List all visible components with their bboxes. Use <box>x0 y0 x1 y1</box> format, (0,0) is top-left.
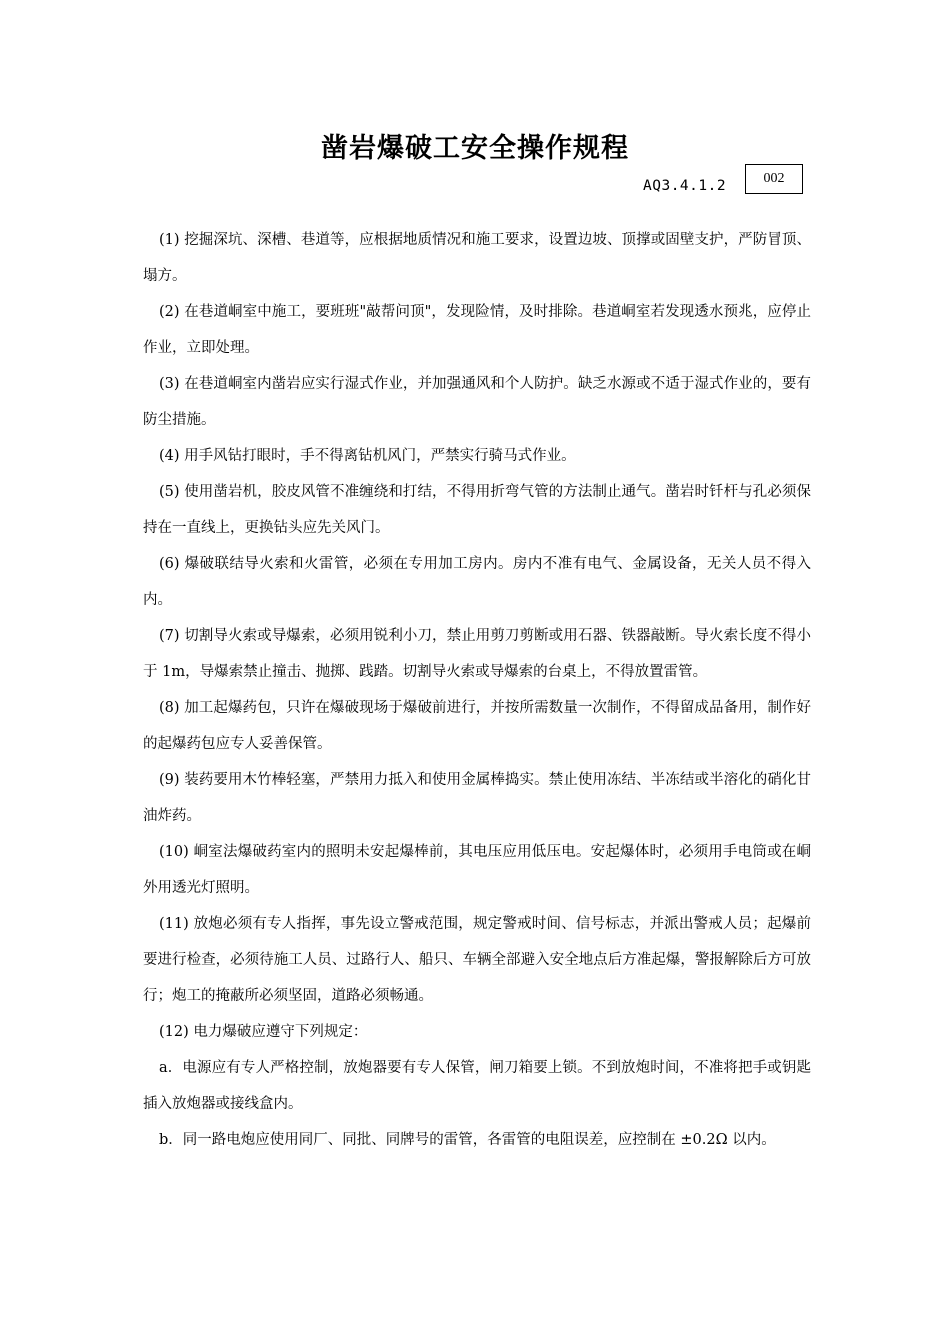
document-code: AQ3.4.1.2 <box>643 178 727 194</box>
paragraph-9: (9) 装药要用木竹棒轻塞，严禁用力抵入和使用金属棒捣实。禁止使用冻结、半冻结或半溶化的硝化甘油炸药。 <box>143 772 811 824</box>
paragraph-8: (8) 加工起爆药包，只许在爆破现场于爆破前进行，并按所需数量一次制作，不得留成品备用，制作好的起爆药包应专人妥善保管。 <box>143 700 811 752</box>
document-title: 凿岩爆破工安全操作规程 <box>321 133 629 164</box>
paragraph-12: (12) 电力爆破应遵守下列规定： <box>159 1024 368 1040</box>
paragraph-11: (11) 放炮必须有专人指挥，事先设立警戒范围，规定警戒时间、信号标志，并派出警戒人员；起爆前要进行检查，必须待施工人员、过路行人、船只、车辆全部避入安全地点后方准起爆，警报解除后方可放行；炮工的掩蔽所必须坚固，道路必须畅通。 <box>143 916 811 1004</box>
paragraph-2: (2) 在巷道峒室中施工，要班班"敲帮问顶"，发现险情，及时排除。巷道峒室若发现透水预兆，应停止作业，立即处理。 <box>143 304 811 356</box>
paragraph-1: (1) 挖掘深坑、深槽、巷道等，应根据地质情况和施工要求，设置边坡、顶撑或固壁支护，严防冒顶、塌方。 <box>143 232 811 284</box>
paragraph-6: (6) 爆破联结导火索和火雷管，必须在专用加工房内。房内不准有电气、金属设备，无关人员不得入内。 <box>143 556 811 608</box>
paragraph-7: (7) 切割导火索或导爆索，必须用锐利小刀，禁止用剪刀剪断或用石器、铁器敲断。导火索长度不得小于 1m，导爆索禁止撞击、抛掷、践踏。切割导火索或导爆索的台桌上，不得放置雷管。 <box>143 628 811 680</box>
document-body <box>143 222 811 1158</box>
paragraph-5: (5) 使用凿岩机，胶皮风管不准缠绕和打结，不得用折弯气管的方法制止通气。凿岩时钎杆与孔必须保持在一直线上，更换钻头应先关风门。 <box>143 484 811 536</box>
paragraph-12b: b．同一路电炮应使用同厂、同批、同牌号的雷管，各雷管的电阻误差，应控制在 ±0.2Ω 以内。 <box>159 1132 776 1148</box>
paragraph-3: (3) 在巷道峒室内凿岩应实行湿式作业，并加强通风和个人防护。缺乏水源或不适于湿式作业的，要有防尘措施。 <box>143 376 811 428</box>
paragraph-10: (10) 峒室法爆破药室内的照明未安起爆棒前，其电压应用低压电。安起爆体时，必须用手电筒或在峒外用透光灯照明。 <box>143 844 811 896</box>
paragraph-4: (4) 用手风钻打眼时，手不得离钻机风门，严禁实行骑马式作业。 <box>159 448 576 464</box>
document-number-box: 002 <box>745 164 803 194</box>
paragraph-12a: a．电源应有专人严格控制，放炮器要有专人保管，闸刀箱要上锁。不到放炮时间，不准将把手或钥匙插入放炮器或接线盒内。 <box>143 1060 811 1112</box>
